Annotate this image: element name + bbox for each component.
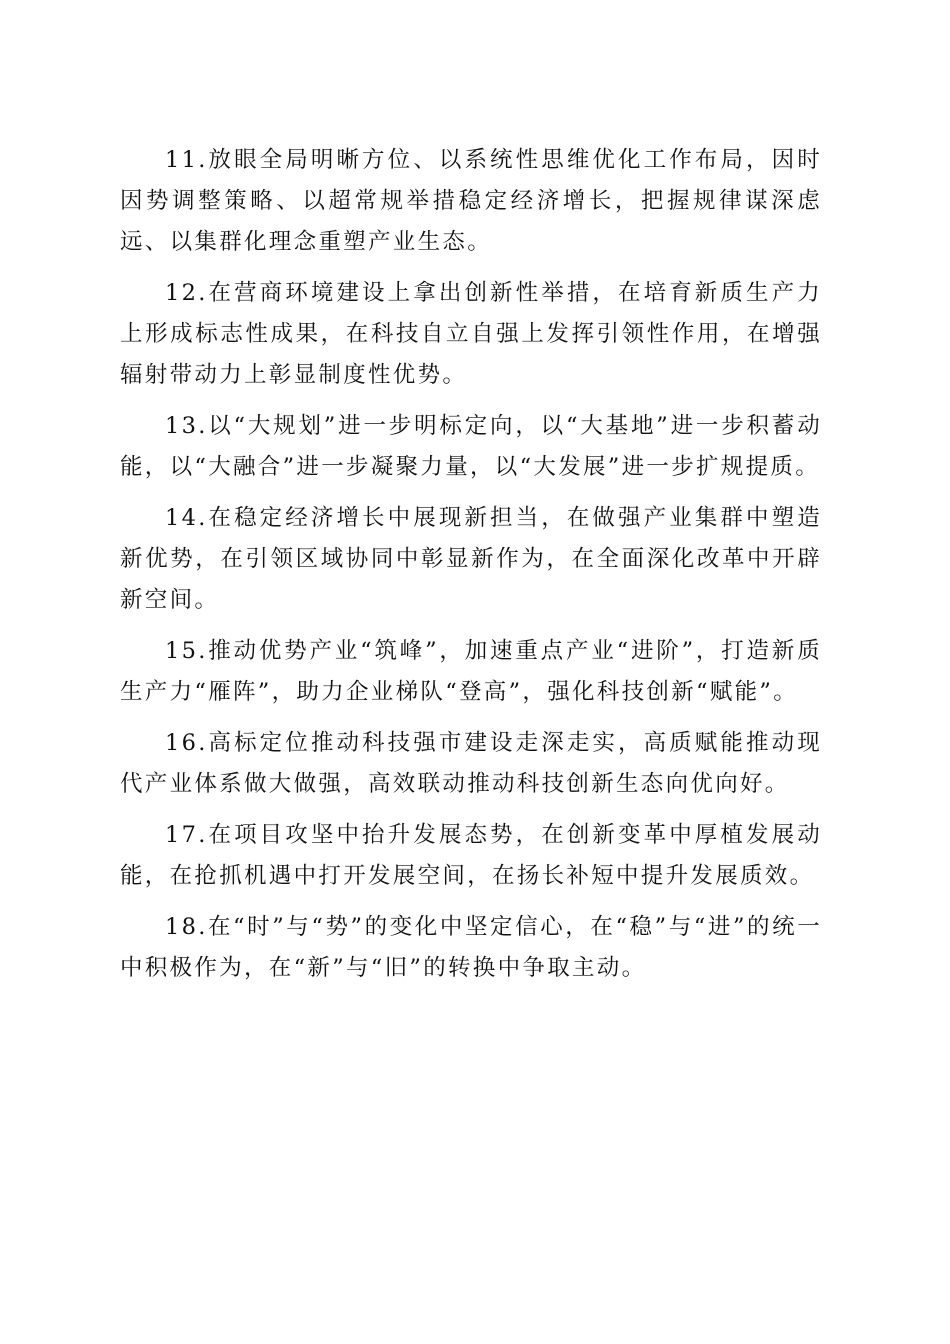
paragraph-17: 17.在项目攻坚中抬升发展态势，在创新变革中厚植发展动能，在抢抓机遇中打开发展空间，在扬长补短中提升发展质效。	[120, 822, 822, 889]
document-body	[120, 140, 822, 999]
paragraph-14: 14.在稳定经济增长中展现新担当，在做强产业集群中塑造新优势，在引领区域协同中彰显新作为，在全面深化改革中开辟新空间。	[120, 505, 822, 613]
paragraph-15: 15.推动优势产业“筑峰”，加速重点产业“进阶”，打造新质生产力“雁阵”，助力企业梯队“登高”，强化科技创新“赋能”。	[120, 638, 822, 705]
paragraph-11: 11.放眼全局明晰方位、以系统性思维优化工作布局，因时因势调整策略、以超常规举措稳定经济增长，把握规律谋深虑远、以集群化理念重塑产业生态。	[120, 147, 822, 255]
paragraph-16: 16.高标定位推动科技强市建设走深走实，高质赋能推动现代产业体系做大做强，高效联动推动科技创新生态向优向好。	[120, 730, 822, 797]
paragraph-18: 18.在“时”与“势”的变化中坚定信心，在“稳”与“进”的统一中积极作为，在“新”与“旧”的转换中争取主动。	[120, 914, 822, 981]
paragraph-13: 13.以“大规划”进一步明标定向，以“大基地”进一步积蓄动能，以“大融合”进一步凝聚力量，以“大发展”进一步扩规提质。	[120, 413, 822, 480]
paragraph-12: 12.在营商环境建设上拿出创新性举措，在培育新质生产力上形成标志性成果，在科技自立自强上发挥引领性作用，在增强辐射带动力上彰显制度性优势。	[120, 280, 822, 388]
